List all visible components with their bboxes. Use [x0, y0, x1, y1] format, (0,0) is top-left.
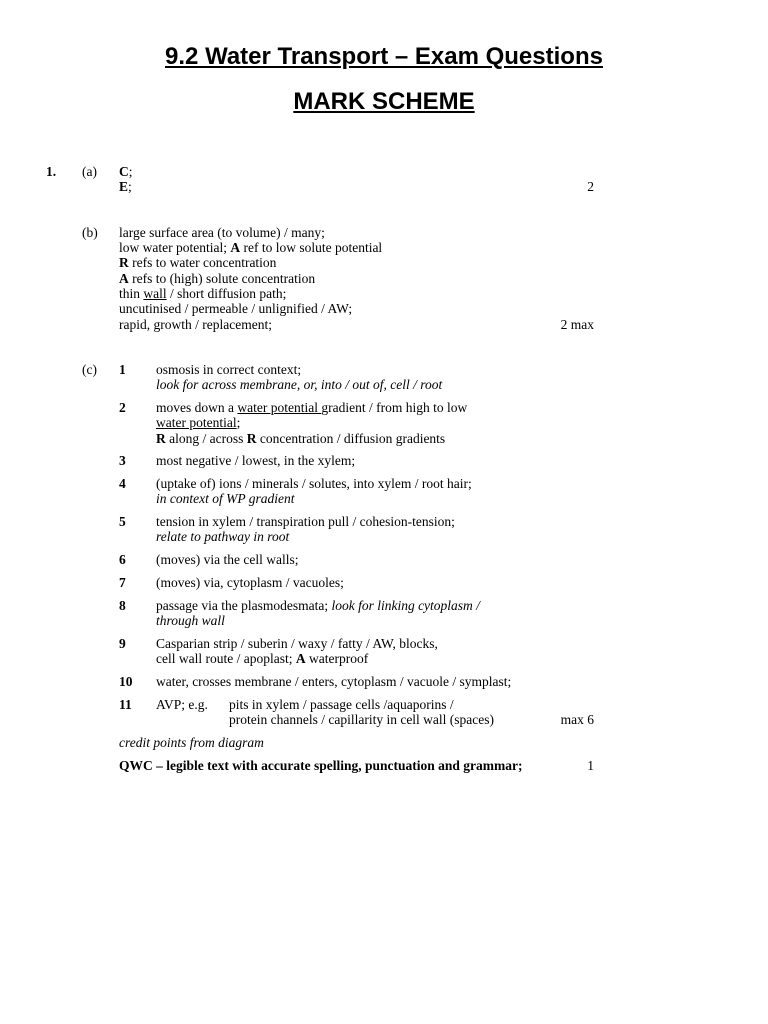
point-3-line-1: most negative / lowest, in the xylem; [156, 453, 356, 468]
point-number: 3 [119, 453, 126, 468]
point-8-line-1: passage via the plasmodesmata; look for linking cytoplasm / [156, 598, 480, 613]
point-4-note: in context of WP gradient [156, 491, 295, 506]
part-a-marks: 2 [587, 179, 594, 194]
qwc-line: QWC – legible text with accurate spelling, punctuation and grammar; [119, 758, 523, 773]
part-a-label: (a) [82, 164, 97, 179]
point-10-line-1: water, crosses membrane / enters, cytoplasm / vacuole / symplast; [156, 674, 512, 689]
point-number: 1 [119, 362, 126, 377]
part-b-marks: 2 max [560, 317, 594, 332]
point-number: 2 [119, 400, 126, 415]
point-8-line-2: through wall [156, 613, 225, 628]
part-a-answer-1: C; [119, 164, 133, 179]
point-4-line-1: (uptake of) ions / minerals / solutes, into xylem / root hair; [156, 476, 472, 491]
part-a-answer-2: E; [119, 179, 132, 194]
point-number: 8 [119, 598, 126, 613]
point-7-line-1: (moves) via, cytoplasm / vacuoles; [156, 575, 344, 590]
part-b-line-5: thin wall / short diffusion path; [119, 286, 287, 301]
point-11-line-1: pits in xylem / passage cells /aquaporins / [229, 697, 454, 712]
point-9-line-2: cell wall route / apoplast; A waterproof [156, 651, 369, 666]
point-11-prefix: AVP; e.g. [156, 697, 208, 712]
part-b-line-4: A refs to (high) solute concentration [119, 271, 316, 286]
point-number: 5 [119, 514, 126, 529]
point-number: 7 [119, 575, 126, 590]
question-number: 1. [46, 164, 57, 179]
point-number: 4 [119, 476, 126, 491]
point-2-line-3: R along / across R concentration / diffusion gradients [156, 431, 446, 446]
part-b-label: (b) [82, 225, 98, 240]
point-2-line-1: moves down a water potential gradient / from high to low [156, 400, 468, 415]
point-5-note: relate to pathway in root [156, 529, 290, 544]
credit-note: credit points from diagram [119, 735, 264, 750]
part-c-marks: max 6 [560, 712, 594, 727]
part-b-line-3: R refs to water concentration [119, 255, 277, 270]
point-11-line-2: protein channels / capillarity in cell wall (spaces) [229, 712, 495, 727]
point-2-line-2: water potential; [156, 415, 241, 430]
qwc-marks: 1 [587, 758, 594, 773]
page-subtitle: MARK SCHEME [293, 88, 475, 115]
point-1-note: look for across membrane, or, into / out of, cell / root [156, 377, 443, 392]
point-number: 10 [119, 674, 133, 689]
point-6-line-1: (moves) via the cell walls; [156, 552, 299, 567]
part-c-label: (c) [82, 362, 97, 377]
point-9-line-1: Casparian strip / suberin / waxy / fatty / AW, blocks, [156, 636, 438, 651]
point-5-line-1: tension in xylem / transpiration pull / cohesion-tension; [156, 514, 455, 529]
point-number: 9 [119, 636, 126, 651]
part-b-line-1: large surface area (to volume) / many; [119, 225, 325, 240]
point-1-line-1: osmosis in correct context; [156, 362, 302, 377]
point-number: 6 [119, 552, 126, 567]
part-b-line-6: uncutinised / permeable / unlignified / AW; [119, 301, 353, 316]
page-title: 9.2 Water Transport – Exam Questions [165, 43, 603, 70]
part-b-line-2: low water potential; A ref to low solute potential [119, 240, 383, 255]
part-b-line-7: rapid, growth / replacement; [119, 317, 272, 332]
point-number: 11 [119, 697, 132, 712]
